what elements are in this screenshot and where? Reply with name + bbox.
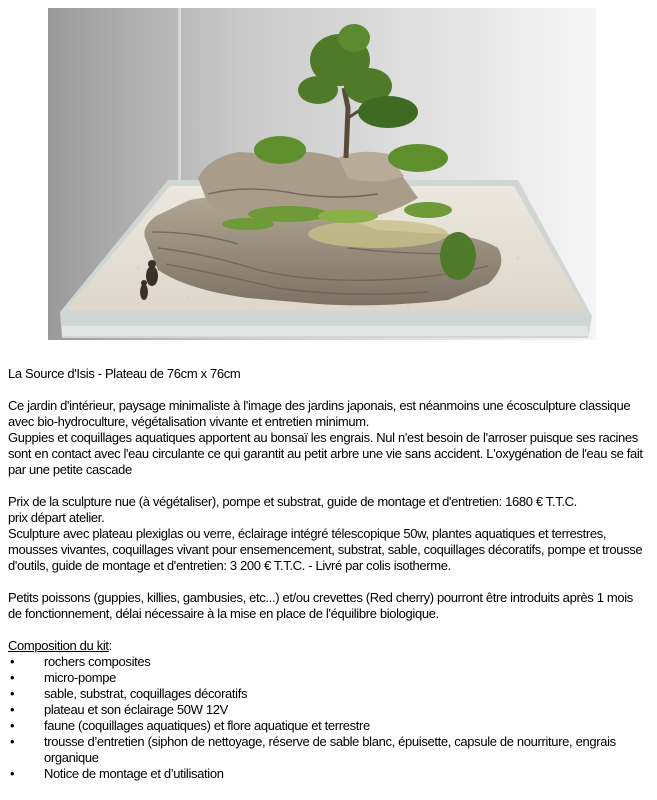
price-bare: Prix de la sculpture nue (à végétaliser), pompe et substrat, guide de montage et d'entretien: 1680 € T.T.C. xyxy=(8,494,577,509)
product-title: La Source d'Isis - Plateau de 76cm x 76cm xyxy=(8,366,241,381)
intro-paragraph-1: Ce jardin d'intérieur, paysage minimaliste à l'image des jardins japonais, est néanmoins une écosculpture classique avec bio-hydroculture, végétalisation vivante et entretien minimum. xyxy=(8,398,631,429)
fish-paragraph: Petits poissons (guppies, killies, gambusies, etc...) et/ou crevettes (Red cherry) pourront être introduits après 1 mois de fonctionnement, délai nécessaire à la mise en place de l'équilibre biologique. xyxy=(8,590,633,621)
kit-item: • micro-pompe xyxy=(8,670,648,686)
kit-item: • trousse d’entretien (siphon de nettoyage, réserve de sable blanc, épuisette, capsule de nourriture, engrais organique xyxy=(8,734,648,766)
kit-title-colon: : xyxy=(108,638,112,653)
kit-item: • sable, substrat, coquillages décoratifs xyxy=(8,686,648,702)
product-photo xyxy=(48,8,596,340)
kit-item: • plateau et son éclairage 50W 12V xyxy=(8,702,648,718)
kit-title: Composition du kit xyxy=(8,638,109,653)
kit-item: • rochers composites xyxy=(8,654,648,670)
article-text xyxy=(8,366,648,782)
kit-item: • faune (coquillages aquatiques) et flore aquatique et terrestre xyxy=(8,718,648,734)
kit-heading xyxy=(8,638,648,654)
price-complete: Sculpture avec plateau plexiglas ou verre, éclairage intégré télescopique 50w, plantes aquatiques et terrestres, mousses vivantes, coquillages vivant pour ensemencement, substrat, sable, coquillages décoratifs, pompe et trousse d'outils, guide de montage et d'entretien: 3 200 € T.T.C. - Livré par colis isotherme. xyxy=(8,526,643,573)
kit-item: • Notice de montage et d’utilisation xyxy=(8,766,648,782)
intro-paragraph-2: Guppies et coquillages aquatiques apportent au bonsaï les engrais. Nul n'est besoin de l'arroser puisque ses racines sont en contact avec l'eau circulante ce qui garantit au petit arbre une vie sans accident. L'oxygénation de l'eau se fait par une petite cascade xyxy=(8,430,643,477)
price-note: prix départ atelier. xyxy=(8,510,105,525)
kit-list xyxy=(8,654,648,782)
